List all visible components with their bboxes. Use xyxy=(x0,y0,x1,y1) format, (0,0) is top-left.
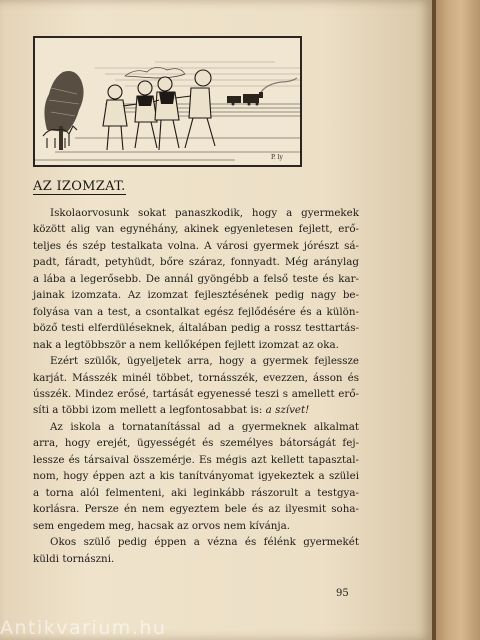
text-line: Ezért szülők, ügyeljetek arra, hogy a gyermek fejlessze xyxy=(50,355,359,368)
illustration-drawing xyxy=(35,38,300,165)
text-line: a torna alól felmenteni, aki leginkább rászorult a testgya- xyxy=(33,486,359,499)
watermark: Antikvarium.hu xyxy=(0,617,167,639)
text-line: között alig van egynéhány, akinek egyenletesen fejlett, erő- xyxy=(33,223,359,236)
illustration-children-playing xyxy=(33,36,302,167)
section-heading: AZ IZOMZAT. xyxy=(33,179,126,194)
svg-text:P. ly: P. ly xyxy=(271,154,283,161)
text-line: ússzék. Mindez erősé, tartását egyenessé teszi s amellett erő- xyxy=(33,387,359,400)
text-line: nom, hogy éppen azt a kis tanítványomat igyekeztek a szülei xyxy=(33,470,359,483)
text-line: padt, fáradt, petyhüdt, bőre száraz, fonnyadt. Még aránylag xyxy=(33,256,359,269)
page-edge xyxy=(432,0,480,640)
text-line: lessze és társaival összemérje. Es mégis azt kellett tapasztal- xyxy=(33,453,359,466)
text-line: böző testi elferdüléseknek, általában pedig a rossz testtartás- xyxy=(33,322,359,335)
text-line: jainak izomzata. Az izomzat fejlesztésének pedig nagy be- xyxy=(33,289,359,302)
text-line-prefix: síti a többi izom mellett a legfontosabbat is: xyxy=(33,404,266,417)
text-line: folyása van a test, a csontalkat egész fejlődésére és a külön- xyxy=(33,305,359,318)
text-line: a lába a legerősebb. De annál gyöngébb a felső teste és kar- xyxy=(33,272,359,285)
text-line xyxy=(33,402,359,418)
text-line: arra, hogy erejét, ügyességét és személyes bátorságát fej- xyxy=(33,437,359,450)
page-number: 95 xyxy=(336,588,349,599)
text-line: Iskolaorvosunk sokat panaszkodik, hogy a gyermekek xyxy=(50,207,359,219)
text-line: nak a legtöbbször a nem kellőképen fejlett izomzat az oka. xyxy=(33,338,339,351)
text-line: Az iskola a tornatanítással ad a gyermeknek alkalmat xyxy=(50,420,359,433)
text-line: karját. Másszék minél többet, tornásszék, evezzen, ásson és xyxy=(33,371,359,384)
body-text xyxy=(33,205,359,567)
emphasis-text: a szívet! xyxy=(265,404,310,417)
text-line: Okos szülő pedig éppen a vézna és félénk gyermekét xyxy=(50,536,359,549)
text-line: sem engedem meg, hacsak az orvos nem kívánja. xyxy=(33,519,291,532)
text-line: korlásra. Persze én nem egyeztem bele és az ilyesmit soha- xyxy=(33,503,359,516)
text-line: teljes és szép testalkata volna. A városi gyermek jórészt sá- xyxy=(33,239,359,252)
text-line: küldi tornászni. xyxy=(33,552,115,565)
